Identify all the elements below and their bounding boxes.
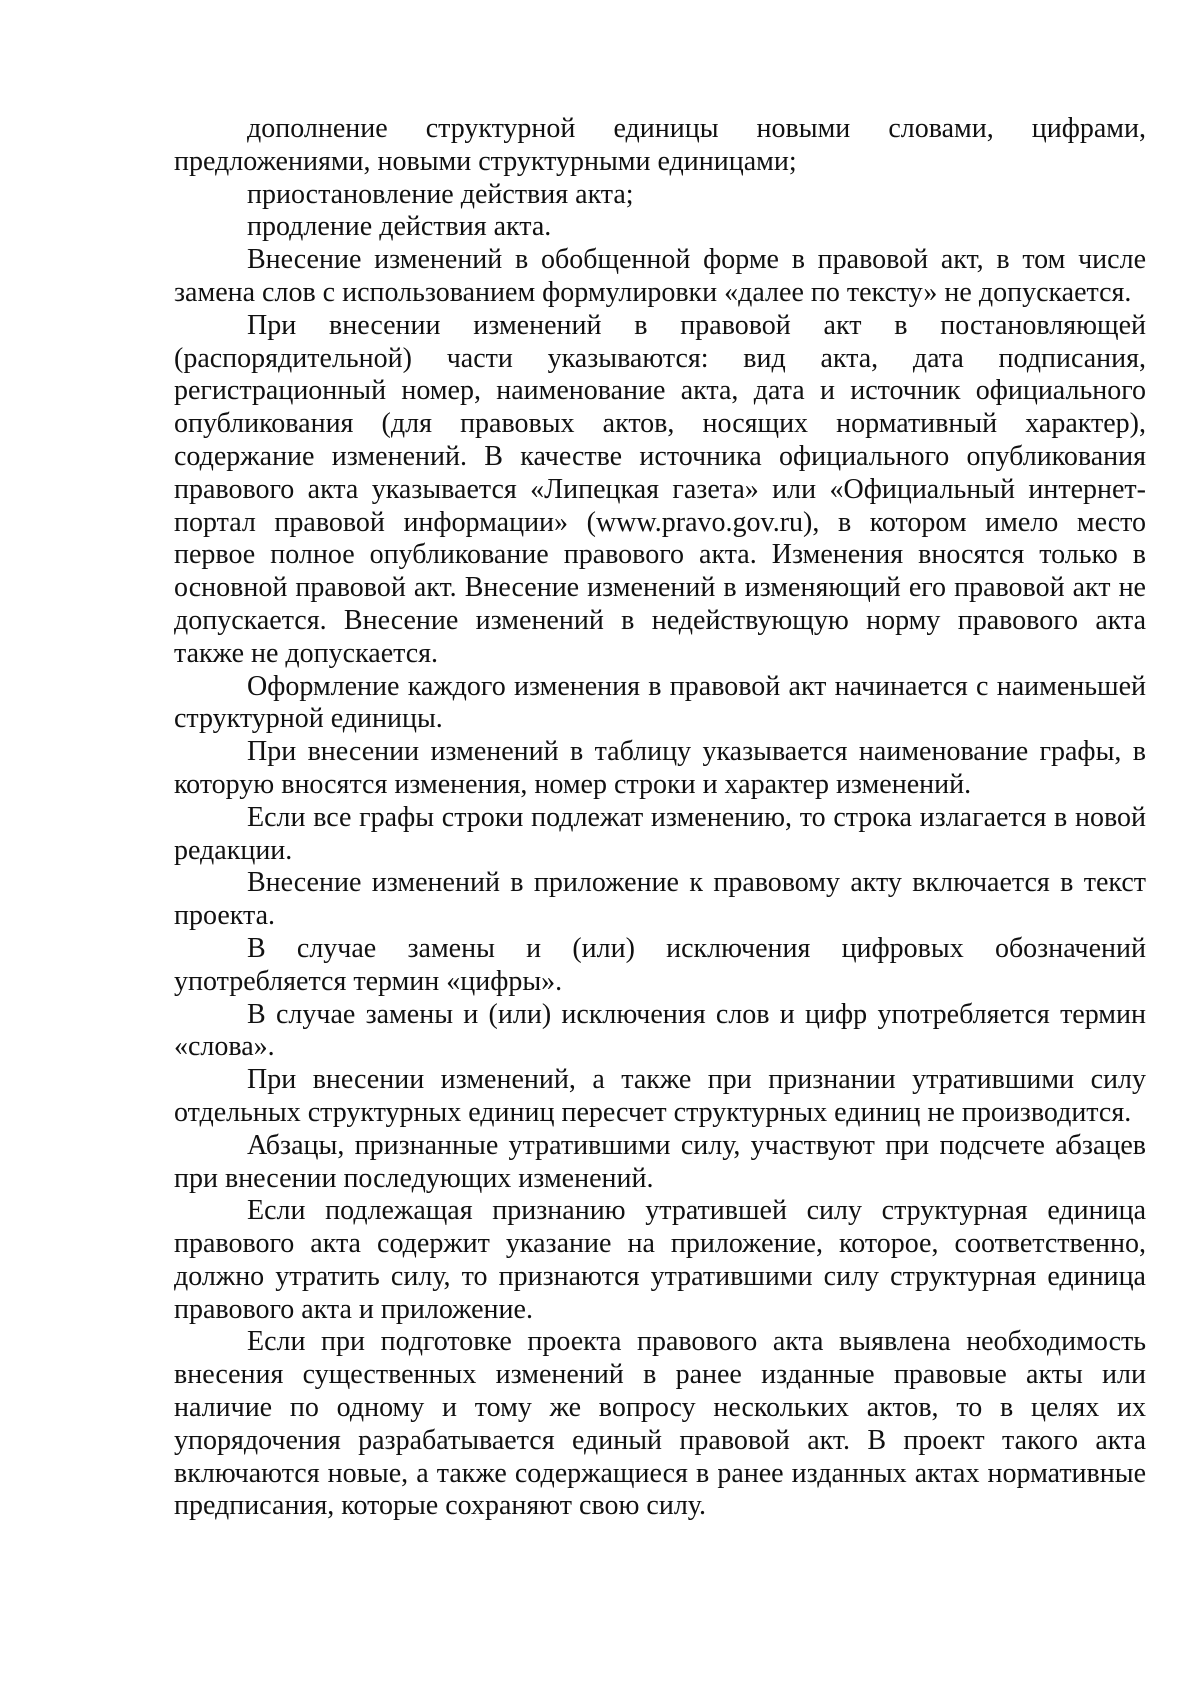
- paragraph-generalized-form: Внесение изменений в обобщенной форме в правовой акт, в том числе замена слов с использованием формулировки «далее по тексту» не допускается.: [174, 244, 1146, 308]
- paragraph-row-new-edition: Если все графы строки подлежат изменению, то строка излагается в новой редакции.: [174, 801, 1146, 866]
- paragraph-table-changes: При внесении изменений в таблицу указывается наименование графы, в которую вносятся изменения, номер строки и характер изменений.: [174, 736, 1146, 800]
- paragraph-supplement: дополнение структурной единицы новыми словами, цифрами, предложениями, новыми структурными единицами;: [174, 113, 1146, 177]
- document-page: [174, 113, 1146, 1523]
- paragraph-term-digits: В случае замены и (или) исключения цифровых обозначений употребляется термин «цифры».: [174, 932, 1146, 997]
- paragraph-appendix-changes: Внесение изменений в приложение к правовому акту включается в текст проекта.: [174, 867, 1146, 932]
- paragraph-single-act: Если при подготовке проекта правового акта выявлена необходимость внесения существенных изменений в ранее изданные правовые акты или наличие по одному и тому же вопросу нескольких актов, то в целях их упорядочения разрабатывается единый правовой акт. В проект такого акта включаются новые, а также содержащиеся в ранее изданных актах нормативные предписания, которые сохраняют свою силу.: [174, 1326, 1146, 1522]
- paragraph-term-words: В случае замены и (или) исключения слов и цифр употребляется термин «слова».: [174, 998, 1146, 1063]
- paragraph-repealed-appendix: Если подлежащая признанию утратившей силу структурная единица правового акта содержит указание на приложение, которое, соответственно, должно утратить силу, то признаются утратившими силу структурная единица правового акта и приложение.: [174, 1195, 1146, 1325]
- paragraph-suspension: приостановление действия акта;: [247, 178, 634, 210]
- paragraph-extension: продление действия акта.: [247, 211, 552, 243]
- paragraph-operative-part: При внесении изменений в правовой акт в постановляющей (распорядительной) части указываются: вид акта, дата подписания, регистрационный номер, наименование акта, дата и источник официального опубликования (для правовых актов, носящих нормативный характер), содержание изменений. В качестве источника официального опубликования правового акта указывается «Липецкая газета» или «Официальный интернет-портал правовой информации» (www.pravo.gov.ru), в котором имело место первое полное опубликование правового акта. Изменения вносятся только в основной правовой акт. Внесение изменений в изменяющий его правовой акт не допускается. Внесение изменений в недействующую норму правового акта также не допускается.: [174, 309, 1146, 669]
- paragraph-smallest-unit: Оформление каждого изменения в правовой акт начинается с наименьшей структурной единицы.: [174, 670, 1146, 735]
- paragraph-no-renumbering: При внесении изменений, а также при признании утратившими силу отдельных структурных единиц пересчет структурных единиц не производится.: [174, 1064, 1146, 1128]
- paragraph-repealed-paragraphs: Абзацы, признанные утратившими силу, участвуют при подсчете абзацев при внесении последующих изменений.: [174, 1129, 1146, 1194]
